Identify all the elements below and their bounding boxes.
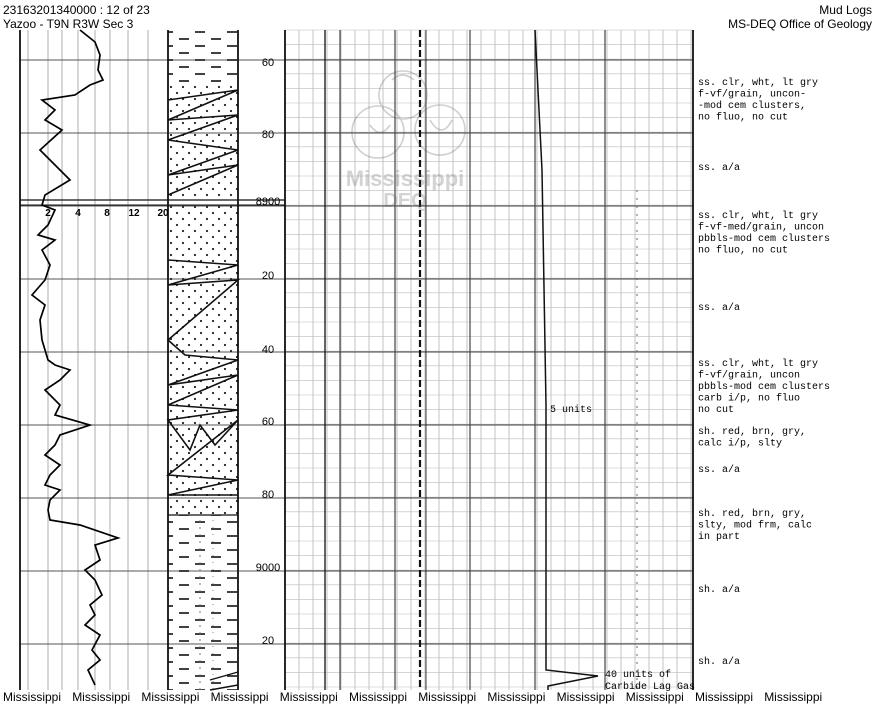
footer-watermark-row	[0, 690, 878, 705]
watermark-line1: Mississippi	[345, 166, 465, 191]
rop-scale-label: 20	[157, 208, 169, 219]
description-line: sh. red, brn, gry,	[698, 427, 807, 438]
footer-label: Mississippi	[625, 690, 684, 704]
gas-annotation-5-units: 5 units	[550, 405, 593, 416]
rop-scale	[45, 208, 169, 219]
rop-scale-label: 2	[45, 208, 51, 219]
description-line: sh. a/a	[698, 657, 741, 668]
description-line: carb i/p, no fluo	[698, 393, 801, 405]
description-line: no cut	[698, 405, 735, 416]
description-line: in part	[698, 532, 741, 543]
description-line: ss. clr, wht, lt gry	[698, 78, 819, 89]
footer-label: Mississippi	[764, 690, 823, 704]
description-line: sh. red, brn, gry,	[698, 509, 807, 520]
gas-annotation-carbide: Carbide Lag Gas	[605, 682, 696, 693]
depth-label: 60	[261, 416, 275, 428]
rop-scale-label: 8	[104, 208, 110, 219]
footer-label: Mississippi	[210, 690, 269, 704]
depth-label: 8900	[255, 196, 281, 208]
gas-track-grid	[285, 30, 693, 690]
description-line: calc i/p, slty	[698, 438, 783, 450]
footer-label: Mississippi	[695, 690, 754, 704]
lithology-column	[168, 30, 238, 690]
depth-label: 80	[261, 129, 275, 141]
description-line: no fluo, no cut	[698, 245, 789, 257]
depth-label: 9000	[255, 562, 281, 574]
organization: MS-DEQ Office of Geology	[728, 17, 872, 31]
description-line: pbbls-mod cem clusters	[698, 382, 831, 393]
description-line: no fluo, no cut	[698, 112, 789, 124]
well-location: Yazoo - T9N R3W Sec 3	[3, 17, 134, 31]
footer-label: Mississippi	[72, 690, 131, 704]
footer-label: Mississippi	[141, 690, 200, 704]
description-line: sh. a/a	[698, 585, 741, 596]
log-type: Mud Logs	[819, 3, 872, 17]
description-line: slty, mod frm, calc	[698, 520, 813, 532]
depth-label: 20	[261, 270, 275, 282]
gas-curve-total	[535, 30, 598, 690]
description-line: pbbls-mod cem clusters	[698, 234, 831, 245]
mississippi-watermark	[346, 71, 465, 212]
footer-label: Mississippi	[556, 690, 615, 704]
rop-scale-label: 12	[128, 208, 140, 219]
footer-label: Mississippi	[3, 690, 62, 704]
depth-label: 20	[261, 635, 275, 647]
footer-label: Mississippi	[487, 690, 546, 704]
depth-label: 60	[261, 57, 275, 69]
document-id: 23163201340000 : 12 of 23	[3, 3, 150, 17]
watermark-line2: DEQ	[383, 190, 427, 212]
depth-label: 40	[261, 344, 275, 356]
footer-label: Mississippi	[418, 690, 477, 704]
lithology-descriptions	[698, 77, 830, 668]
rop-curve	[32, 30, 118, 685]
rop-scale-label: 4	[75, 208, 81, 219]
description-line: f-vf/grain, uncon	[698, 370, 801, 382]
track-borders	[20, 30, 693, 690]
description-line: ss. a/a	[698, 163, 741, 174]
description-line: -mod cem clusters,	[698, 101, 807, 112]
description-line: ss. a/a	[698, 465, 741, 476]
description-line: ss. clr, wht, lt gry	[698, 359, 819, 370]
footer-label: Mississippi	[349, 690, 408, 704]
description-line: ss. clr, wht, lt gry	[698, 211, 819, 222]
description-line: f-vf-med/grain, uncon	[698, 222, 825, 234]
description-line: ss. a/a	[698, 303, 741, 314]
depth-label: 80	[261, 489, 275, 501]
gas-annotation-40-units: 40 units of	[605, 670, 672, 681]
footer-label: Mississippi	[279, 690, 338, 704]
description-line: f-vf/grain, uncon-	[698, 89, 807, 101]
